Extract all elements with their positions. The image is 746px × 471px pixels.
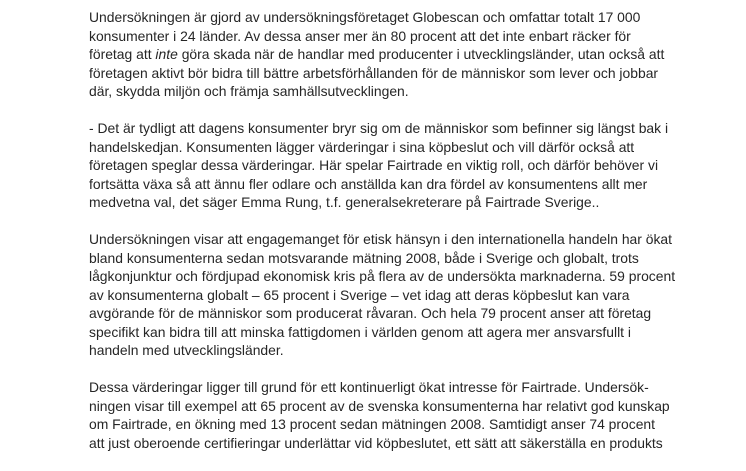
text-line: av konsumenterna globalt – 65 procent i Sverige – vet idag att deras köpbeslut kan vara [89, 286, 630, 303]
text-line: Undersökningen visar att engagemanget för etisk hänsyn i den internationella handeln har ökat [89, 231, 673, 247]
text-line: handeln med utvecklingsländer. [89, 342, 284, 358]
text-fragment: göra skada när de handlar med producenter i utvecklingsländer, utan också att [181, 46, 665, 62]
text-line: - Det är tydligt att dagens konsumenter bryr sig om de människor som befinner sig längst bak i [89, 120, 669, 136]
text-line: lågkonjunktur och fördjupad ekonomisk kris på flera av de undersökta marknaderna. 59 procent [89, 268, 676, 284]
paragraph-survey-intro [89, 8, 689, 101]
document-body [89, 8, 689, 471]
text-line: Dessa värderingar ligger till grund för ett kontinuerligt ökat intresse för Fairtrade. Undersök- [89, 379, 649, 395]
text-line: bland konsumenterna sedan motsvarande mätning 2008, både i Sverige och globalt, trots [89, 249, 639, 266]
text-line: företagen aktivt bör bidra till bättre arbetsförhållanden för de människor som lever och jobbar [89, 64, 659, 81]
text-line: Undersökningen är gjord av undersökningsföretaget Globescan och omfattar totalt 17 000 [89, 9, 641, 25]
text-line: medvetna val, det säger Emma Rung, t.f. generalsekreterare på Fairtrade Sverige.. [89, 194, 600, 210]
text-line: företagen speglar dessa värderingar. Här spelar Fairtrade en viktig roll, och därför behöver vi [89, 157, 659, 173]
paragraph-engagement [89, 230, 689, 360]
text-line: handelskedjan. Konsumenten lägger värderingar i sina köpbeslut och vill därför också att [89, 138, 635, 155]
text-line: avgörande för de människor som producerat råvaran. Och hela 79 procent anser att företag [89, 305, 652, 321]
paragraph-quote [89, 119, 689, 212]
text-line: fortsätta växa så att ännu fler odlare och anställda kan dra fördel av konsumentens allt mer [89, 175, 648, 192]
text-line: specifikt kan bidra till att minska fattigdomen i världen genom att agera mer ansvarsfullt i [89, 323, 631, 340]
text-line: om Fairtrade, en ökning med 13 procent sedan mätningen 2008. Samtidigt anser 74 procent [89, 416, 656, 432]
text-line: ningen visar till exempel att 65 procent av de svenska konsumenterna har relativt god kunskap [89, 397, 670, 414]
text-line [89, 45, 689, 64]
emphasized-text: inte [155, 46, 178, 62]
text-fragment: företag att [89, 46, 152, 62]
text-line: där, skydda miljön och främja samhällsutvecklingen. [89, 83, 409, 99]
text-line: konsumenter i 24 länder. Av dessa anser mer än 80 procent att det inte enbart räcker för [89, 27, 631, 44]
paragraph-fairtrade-interest [89, 378, 689, 452]
text-line: att just oberoende certifieringar underlättar vid köpbeslutet, ett sätt att säkerställa en produkts [89, 434, 663, 451]
